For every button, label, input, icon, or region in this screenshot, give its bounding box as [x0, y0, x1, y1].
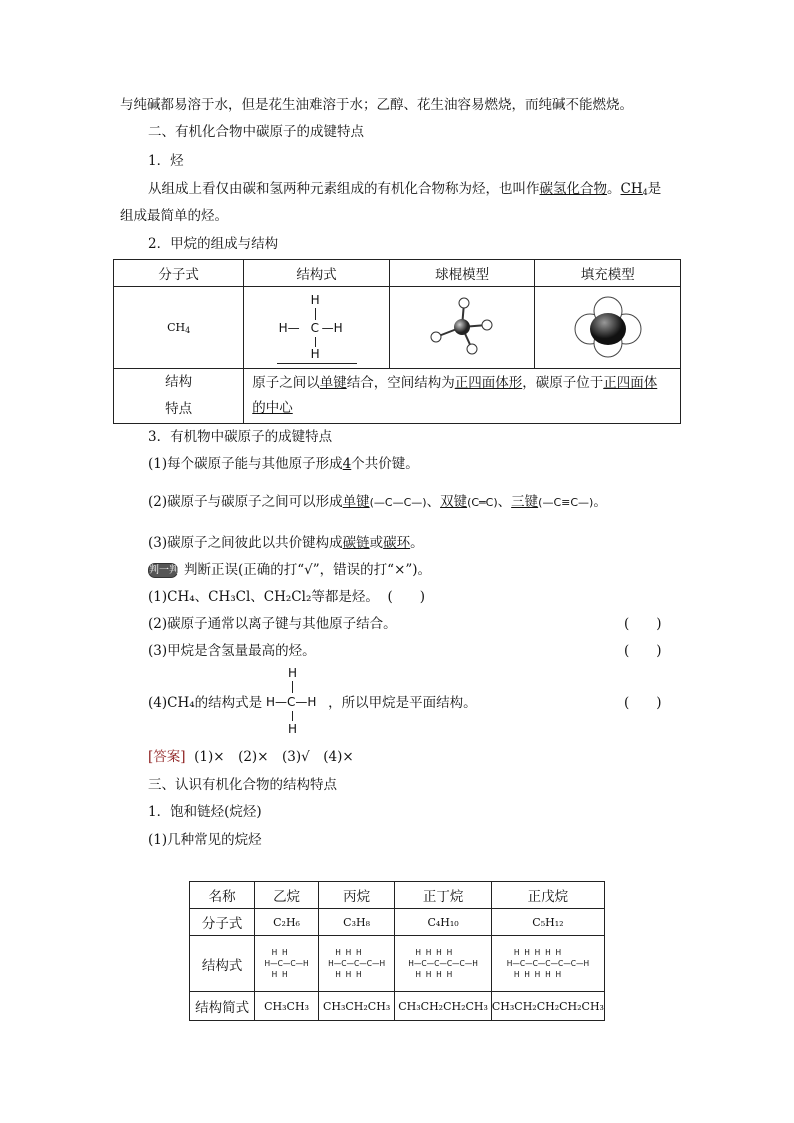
row-label-structure: 结构式	[190, 936, 255, 992]
formula-propane: C₃H₈	[318, 909, 394, 936]
structure-pentane: H H H H H H—C—C—C—C—C—H H H H H H	[506, 947, 590, 979]
space-fill-model-icon	[568, 291, 648, 361]
struct-h-right: —H	[321, 320, 343, 335]
bonding-item1	[148, 455, 419, 473]
name-ethane: 乙烷	[255, 882, 319, 909]
hydrocarbon-def-line1	[148, 180, 661, 202]
item2-single: 单键	[342, 494, 370, 510]
hydrocarbon-title: 1．烃	[148, 153, 184, 169]
item3-text-b: 或	[369, 535, 384, 551]
feature-text-b: 结合，空间结构为	[346, 375, 455, 391]
name-propane: 丙烷	[318, 882, 394, 909]
item3-text-a: (3)碳原子之间彼此以共价键构成	[148, 535, 343, 551]
judge-q1	[148, 588, 425, 606]
struct-h-bottom: H	[310, 346, 320, 361]
feature-label-2: 特点	[165, 401, 193, 417]
item1-count: 4	[342, 456, 352, 472]
formula-ethane: C₂H₆	[255, 909, 319, 936]
answer-text: (1)× (2)× (3)√ (4)×	[194, 749, 354, 765]
judge-instruction-text: 判断正误(正确的打“√”，错误的打“×”)。	[184, 562, 432, 578]
bonding-item3	[148, 534, 424, 552]
q4-mid: H—C—H	[266, 695, 317, 709]
item1-text-a: (1)每个碳原子能与其他原子形成	[148, 456, 343, 472]
struct-h-left: H—	[278, 320, 300, 335]
struct-c: C	[310, 320, 319, 335]
judge-q2: (2)碳原子通常以离子键与其他原子结合。	[148, 616, 397, 632]
judge-q4-text-b: ，所以甲烷是平面结构。	[328, 695, 477, 711]
judge-q3-blank[interactable]: ( )	[624, 643, 662, 659]
structure-butane: H H H H H—C—C—C—C—H H H H H	[408, 947, 478, 979]
cell-feature-label	[114, 369, 244, 424]
row-label-name: 名称	[190, 882, 255, 909]
structure-ethane: H H H—C—C—H H H	[264, 947, 309, 979]
cell-formula	[114, 287, 244, 369]
feature-tetrahedral: 正四面体形	[454, 375, 523, 391]
bonding-title: 3．有机物中碳原子的成键特点	[148, 429, 333, 445]
judge-q2-blank[interactable]: ( )	[624, 616, 662, 632]
item2-double: 双键	[440, 494, 468, 510]
def-ch4-sub: 4	[642, 188, 648, 197]
item2-single-formula: (—C—C—)	[369, 496, 427, 509]
condensed-propane: CH₃CH₂CH₃	[318, 992, 394, 1021]
item2-triple: 三键	[511, 494, 539, 510]
header-formula: 分子式	[114, 260, 244, 287]
feature-center: 的中心	[252, 400, 293, 416]
feature-single-bond: 单键	[319, 375, 347, 391]
methane-structural-formula	[267, 293, 367, 363]
row-label-formula: 分子式	[190, 909, 255, 936]
answer-label: [答案]	[148, 749, 186, 765]
alkane-title: 1．饱和链烃(烷烃)	[148, 804, 262, 820]
section2-heading: 二、有机化合物中碳原子的成键特点	[148, 124, 364, 140]
judge-q4-blank[interactable]: ( )	[624, 695, 662, 711]
cell-feature-text	[244, 369, 681, 424]
formula-pentane: C₅H₁₂	[491, 909, 604, 936]
def-text-a: 从组成上看仅由碳和氢两种元素组成的有机化合物称为烃，也叫作	[148, 181, 540, 197]
judge-q4-structure	[262, 666, 332, 738]
header-space-fill: 填充模型	[535, 260, 681, 287]
feature-text-a: 原子之间以	[252, 375, 320, 391]
judge-q1-blank[interactable]: ( )	[387, 589, 426, 605]
methane-title: 2．甲烷的组成与结构	[148, 236, 279, 252]
cell-space-fill	[535, 287, 681, 369]
judge-q4-text-a: (4)CH₄的结构式是	[148, 695, 263, 711]
section3-heading: 三、认识有机化合物的结构特点	[148, 777, 337, 793]
intro-line: 与纯碱都易溶于水，但是花生油难溶于水；乙醇、花生油容易燃烧，而纯碱不能燃烧。	[120, 97, 633, 113]
item1-text-b: 个共价键。	[351, 456, 419, 472]
header-ball-stick: 球棍模型	[389, 260, 535, 287]
cell-structure	[244, 287, 390, 369]
feature-label-1: 结构	[165, 374, 193, 390]
item3-chain: 碳链	[342, 535, 370, 551]
row-label-condensed: 结构简式	[190, 992, 255, 1021]
item2-text-a: (2)碳原子与碳原子之间可以形成	[148, 494, 343, 510]
q4-h-bottom: H	[288, 722, 298, 736]
def-term-hydrocarbon: 碳氢化合物	[539, 181, 607, 197]
feature-text-c: ，碳原子位于	[522, 375, 604, 391]
header-structure: 结构式	[244, 260, 390, 287]
formula-butane: C₄H₁₀	[395, 909, 492, 936]
item2-double-formula: C═C	[471, 496, 494, 509]
structure-propane: H H H H—C—C—C—H H H H	[328, 947, 386, 979]
condensed-pentane: CH₃CH₂CH₂CH₂CH₃	[491, 992, 604, 1021]
def-text-c: 是	[647, 181, 662, 197]
item2-sep1: 、	[426, 494, 441, 510]
condensed-butane: CH₃CH₂CH₂CH₃	[395, 992, 492, 1021]
alkane-table	[189, 881, 605, 1021]
cell-ball-stick	[389, 287, 535, 369]
bonding-item2: (2)碳原子与碳原子之间可以形成单键(—C—C—)、双键(C═C)、三键(—C≡C—)。	[148, 494, 607, 510]
name-butane: 正丁烷	[395, 882, 492, 909]
alkane-subtitle: (1)几种常见的烷烃	[148, 832, 262, 848]
item3-text-c: 。	[410, 535, 424, 551]
item2-end: 。	[593, 494, 607, 510]
judge-q3: (3)甲烷是含氢量最高的烃。	[148, 643, 316, 659]
methane-table	[113, 259, 681, 424]
ball-stick-model-icon	[422, 291, 502, 361]
name-pentane: 正戊烷	[491, 882, 604, 909]
def-text-b: 。	[607, 181, 621, 197]
struct-h-top: H	[310, 292, 320, 307]
methane-formula-sub: 4	[185, 325, 191, 335]
judge-q1-text: (1)CH₄、CH₃Cl、CH₂Cl₂等都是烃。	[148, 589, 379, 605]
judge-instruction	[148, 561, 431, 579]
condensed-ethane: CH₃CH₃	[255, 992, 319, 1021]
feature-tetrahedron: 正四面体	[603, 375, 658, 391]
q4-h-top: H	[288, 666, 298, 680]
judge-tag-badge: 判一判	[149, 565, 179, 576]
methane-formula: CH	[167, 320, 186, 334]
item3-ring: 碳环	[383, 535, 411, 551]
judge-answer	[148, 748, 354, 766]
def-ch4: CH	[620, 181, 643, 197]
item2-sep2: 、	[497, 494, 512, 510]
hydrocarbon-def-line2: 组成最简单的烃。	[120, 208, 228, 224]
item2-triple-formula: (—C≡C—)	[538, 496, 594, 509]
